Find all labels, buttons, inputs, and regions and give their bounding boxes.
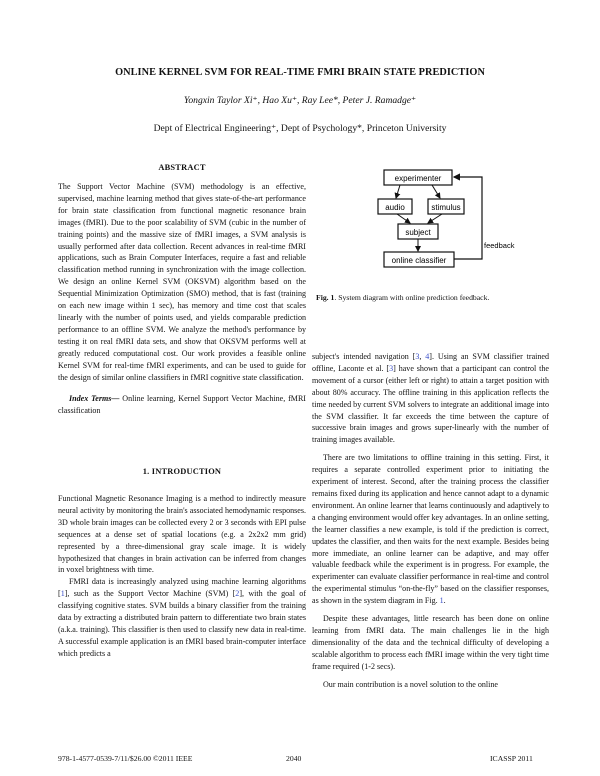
intro-p2-part: FMRI data is increasingly analyzed using machine learning algorithms [: [58, 577, 306, 599]
right-p2-part: There are two limitations to offline training in this setting. First, it requires a separate controlled experiment prior to initiating the experiment of interest. Second, after the training process the classifier remains fixed during its application and hence cannot adapt to a dynamic environment. An online learner that learns continuously and adaptively to a changing environment would offer key advantages. In an online setting, the learner classifies a new example, is told if the prediction is correct, updates the classifier, and then waits for the next example. Besides being more immediate, an online learner can be adaptive, and may offer valuable feedback while the experiment is in progress. For example, the experimenter can evaluate classifier performance in real-time and control the experimental stimulus “on-the-fly” based on the classifier responses, as shown in the system diagram in Fig.: [312, 453, 549, 606]
citation-link[interactable]: 1: [60, 589, 65, 599]
right-paragraph-3: Despite these advantages, little research has been done on online learning from fMRI data. The main challenges lie in the high dimensionality of the data and the technical difficulty of developing a scalable algorithm to process each fMRI image within the very tight time frame required (1-2 secs).: [312, 614, 549, 671]
right-paragraph-4: Our main contribution is a novel solution to the online: [323, 679, 498, 689]
abstract-heading: ABSTRACT: [158, 163, 206, 172]
experimenter-label: experimenter: [394, 174, 442, 183]
affiliation: Dept of Electrical Engineering⁺, Dept of Psychology*, Princeton University: [153, 123, 447, 134]
right-p1-part: subject's intended navigation [: [312, 352, 416, 361]
feedback-arrow: [454, 177, 482, 259]
arrow-experimenter-stimulus: [432, 185, 440, 198]
right-p1-part: ,: [419, 352, 426, 361]
citation-link[interactable]: 3: [415, 352, 420, 361]
figure-link[interactable]: 1: [439, 596, 444, 606]
intro-paragraph-1: Functional Magnetic Resonance Imaging is a method to indirectly measure neural activity by monitoring the brain's associated hemodynamic responses. 3D whole brain images can be collected every 2 or 3 seconds with EPI pulse sequences at a dense set of spatial locations (e.g. a 2x2x2 mm grid) represented by a three-dimensional gray scale image. It is widely hypothesized that changes in brain activation can be inferred from changes in voxel brightness with time.: [58, 494, 306, 575]
page-number: 2040: [286, 754, 302, 763]
author-list: Yongxin Taylor Xi⁺, Hao Xu⁺, Ray Lee*, Peter J. Ramadge⁺: [183, 95, 417, 106]
stimulus-label: stimulus: [431, 203, 461, 212]
right-p2-part: .: [443, 596, 446, 606]
right-p1-part: ] have shown that a participant can control the movement of a cursor (either left or right) to attain a target position with about 80% accuracy. The offline training in this application reflects the time needed by current SVM solvers to integrate an additional image into the SVM classifier. It far exceeds the time between the capture of successive brain images and grows super-linearly with the number of training images available.: [312, 363, 549, 445]
system-diagram: [370, 162, 550, 274]
caption-label: Fig. 1: [316, 293, 335, 302]
right-column: [312, 351, 549, 690]
citation-link[interactable]: 4: [425, 352, 430, 361]
intro-p2-part: ], with the goal of classifying cognitive states. SVM builds a binary classifier from the training data by extracting a distributed brain pattern to differentiate two brain states (a.k.a. training). This classifier is then used to classify new data in real-time. A successful example application is an fMRI based brain-computer interface which predicts a: [58, 589, 307, 658]
figure-caption: [316, 293, 489, 302]
intro-heading: 1. INTRODUCTION: [142, 467, 222, 476]
right-paragraph-1: [312, 351, 549, 446]
index-terms: [58, 393, 306, 417]
audio-label: audio: [385, 203, 405, 212]
right-paragraph-2: [312, 452, 549, 607]
citation-link[interactable]: 3: [389, 363, 394, 373]
abstract-section: [58, 163, 306, 417]
arrow-experimenter-audio: [396, 185, 400, 198]
footer-isbn: 978-1-4577-0539-7/11/$26.00 ©2011 IEEE: [58, 754, 193, 763]
feedback-label: feedback: [484, 241, 515, 250]
subject-label: subject: [405, 228, 431, 237]
intro-paragraph-2: [58, 576, 306, 659]
classifier-label: online classifier: [391, 256, 447, 265]
citation-link[interactable]: 2: [235, 589, 240, 599]
paper-title: ONLINE KERNEL SVM FOR REAL-TIME FMRI BRAIN STATE PREDICTION: [115, 67, 485, 78]
arrow-stimulus-subject: [428, 214, 442, 223]
abstract-text: The Support Vector Machine (SVM) methodology is an effective, supervised, machine learning method that gives state-of-the-art performance for brain state classification from functional magnetic resonance brain images (fMRI). Due to the poor scalability of SVM (cubic in the number of training points) and the massive size of fMRI images, a SVM analysis is usually performed after data collection. Recent advances in real-time fMRI applications, such as Brain Computer Interfaces, require a fast and reliable classification method running in synchronization with the image collection. We design an online Kernel SVM (OKSVM) algorithm based on the Sequential Minimization Optimization (SMO) method, that is fast (training on each new image within 1 sec), has memory and time cost that scales linearly with the number of points used, and yields comparable prediction performance to an offline SVM. We analyze the method's performance by testing it on real fMRI data sets, and show that OKSVM performs well at greatly reduced computational cost. Our work provides a feasible online Kernel SVM for real-time fMRI experiments, and can be used to guide for the design of similar online classifiers in fMRI cognitive state classification.: [58, 182, 306, 382]
arrow-audio-subject: [397, 214, 410, 223]
right-p1-part: ]. Using an SVM classifier trained offline, Laconte et al. [: [312, 352, 549, 373]
index-terms-label: Index Terms—: [69, 394, 120, 404]
caption-text: . System diagram with online prediction feedback.: [334, 293, 490, 302]
intro-section: [58, 467, 306, 660]
index-terms-text: Online learning, Kernel Support Vector Machine, fMRI classification: [58, 394, 306, 416]
footer-conference: ICASSP 2011: [490, 754, 533, 763]
intro-p2-part: ], such as the Support Vector Machine (SVM) [: [64, 589, 236, 599]
